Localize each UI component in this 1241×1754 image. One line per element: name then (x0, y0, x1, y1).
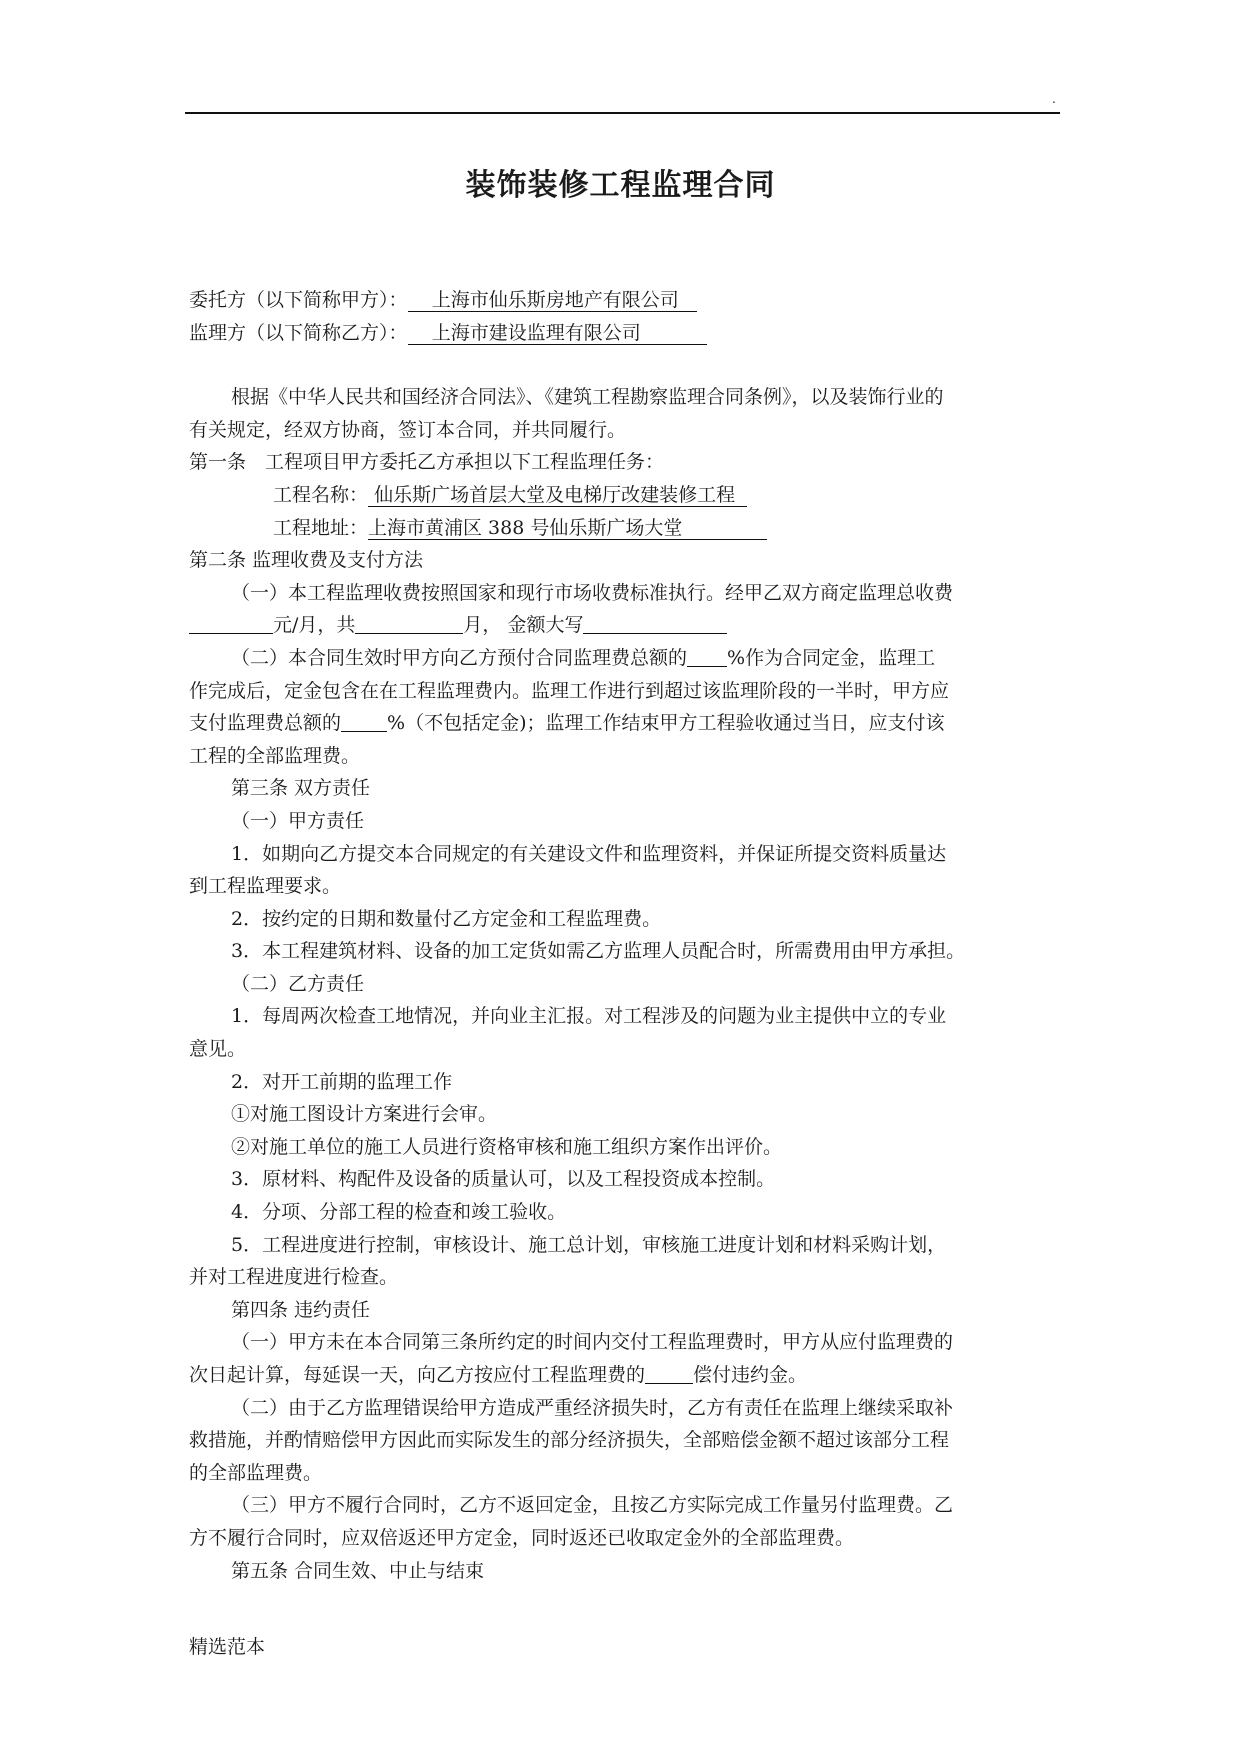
party-b-heading: （二）乙方责任 (231, 972, 365, 995)
party-b-item-5-line-1: 5．工程进度进行控制，审核设计、施工总计划，审核施工进度计划和材料采购计划， (231, 1233, 947, 1256)
preamble-line-1: 根据《中华人民共和国经济合同法》、《建筑工程勘察监理合同条例》，以及装饰行业的 (231, 386, 944, 409)
party-b-item-2-sub-2: ②对施工单位的施工人员进行资格审核和施工组织方案作出评价。 (231, 1135, 783, 1158)
party-b-item-2: 2．对开工前期的监理工作 (231, 1070, 453, 1093)
penalty-rate-blank[interactable] (645, 1361, 693, 1384)
party-b-item-1-line-1: 1．每周两次检查工地情况，并向业主汇报。对工程涉及的问题为业主提供中立的专业 (231, 1005, 947, 1028)
months-blank[interactable] (355, 611, 463, 634)
article-4-p1-line-2: 次日起计算，每延误一天，向乙方按应付工程监理费的 偿付违约金。 (189, 1359, 1061, 1392)
article-2-p1-line-1: （一）本工程监理收费按照国家和现行市场收费标准执行。经甲乙双方商定监理总收费 (231, 581, 954, 604)
supervisor-name: 上海市建设监理有限公司 (431, 321, 641, 344)
project-name: 仙乐斯广场首层大堂及电梯厅改建装修工程 (374, 483, 736, 506)
party-b-item-3: 3．原材料、构配件及设备的质量认可，以及工程投资成本控制。 (231, 1168, 776, 1191)
party-a-item-3: 3．本工程建筑材料、设备的加工定货如需乙方监理人员配合时，所需费用由甲方承担。 (231, 940, 966, 963)
party-b-item-2-sub-1: ①对施工图设计方案进行会审。 (231, 1103, 498, 1126)
article-4-p2-line-3: 的全部监理费。 (189, 1461, 323, 1484)
client-label: 委托方（以下简称甲方）： (189, 289, 408, 311)
article-4-p1-line-1: （一）甲方未在本合同第三条所约定的时间内交付工程监理费时，甲方从应付监理费的 (231, 1331, 954, 1354)
project-address: 上海市黄浦区 388 号仙乐斯广场大堂 (368, 516, 683, 539)
contract-body (189, 284, 1061, 1587)
article-5-heading: 第五条 合同生效、中止与结束 (231, 1559, 485, 1582)
party-b-item-4: 4．分项、分部工程的检查和竣工验收。 (231, 1201, 567, 1224)
party-b-item-1-line-2: 意见。 (189, 1038, 247, 1061)
article-2-p2-line-4: 工程的全部监理费。 (189, 744, 361, 767)
article-4-p2-line-1: （二）由于乙方监理错误给甲方造成严重经济损失时，乙方有责任在监理上继续采取补 (231, 1396, 954, 1419)
midterm-percent-blank[interactable] (341, 709, 387, 732)
client-line (189, 284, 1061, 317)
party-a-item-1-line-1: 1．如期向乙方提交本合同规定的有关建设文件和监理资料，并保证所提交资料质量达 (231, 842, 947, 865)
client-name: 上海市仙乐斯房地产有限公司 (431, 289, 679, 311)
article-4-heading: 第四条 违约责任 (231, 1298, 371, 1321)
party-a-item-1-line-2: 到工程监理要求。 (189, 875, 342, 898)
deposit-percent-blank[interactable] (687, 644, 727, 667)
header-rule (185, 112, 1060, 114)
header-mark: . (1052, 92, 1056, 106)
article-2-p2-line-3: 支付监理费总额的 %（不包括定金)；监理工作结束甲方工程验收通过当日，应支付该 (189, 707, 1061, 740)
project-name-line: 工程名称： 仙乐斯广场首层大堂及电梯厅改建装修工程 (189, 479, 1061, 512)
project-address-line: 工程地址：上海市黄浦区 388 号仙乐斯广场大堂 (189, 512, 1061, 545)
document-title: 装饰装修工程监理合同 (465, 168, 776, 203)
article-4-p2-line-2: 救措施，并酌情赔偿甲方因此而实际发生的部分经济损失，全部赔偿金额不超过该部分工程 (189, 1429, 950, 1452)
article-2-p1-line-2: 元/月，共 月， 金额大写 (189, 609, 1061, 642)
article-1-heading: 第一条 工程项目甲方委托乙方承担以下工程监理任务： (189, 451, 665, 474)
party-a-heading: （一）甲方责任 (231, 809, 365, 832)
amount-in-words-blank[interactable] (583, 611, 727, 634)
article-4-p3-line-2: 方不履行合同时，应双倍返还甲方定金，同时返还已收取定金外的全部监理费。 (189, 1526, 855, 1549)
preamble-line-2: 有关规定，经双方协商，签订本合同，并共同履行。 (189, 418, 627, 441)
monthly-fee-blank[interactable] (189, 611, 273, 634)
supervisor-label: 监理方（以下简称乙方）： (189, 321, 408, 344)
article-4-p3-line-1: （三）甲方不履行合同时，乙方不返回定金，且按乙方实际完成工作量另付监理费。乙 (231, 1494, 954, 1517)
article-2-p2-line-2: 作完成后，定金包含在在工程监理费内。监理工作进行到超过该监理阶段的一半时，甲方应 (189, 679, 950, 702)
party-b-item-5-line-2: 并对工程进度进行检查。 (189, 1266, 399, 1289)
party-a-item-2: 2．按约定的日期和数量付乙方定金和工程监理费。 (231, 907, 662, 930)
article-3-heading: 第三条 双方责任 (231, 777, 371, 800)
footer-text: 精选范本 (189, 1636, 266, 1658)
article-2-p2-line-1: （二）本合同生效时甲方向乙方预付合同监理费总额的 %作为合同定金，监理工 (189, 642, 1061, 675)
article-2-heading: 第二条 监理收费及支付方法 (189, 549, 424, 572)
supervisor-line (189, 317, 1061, 350)
